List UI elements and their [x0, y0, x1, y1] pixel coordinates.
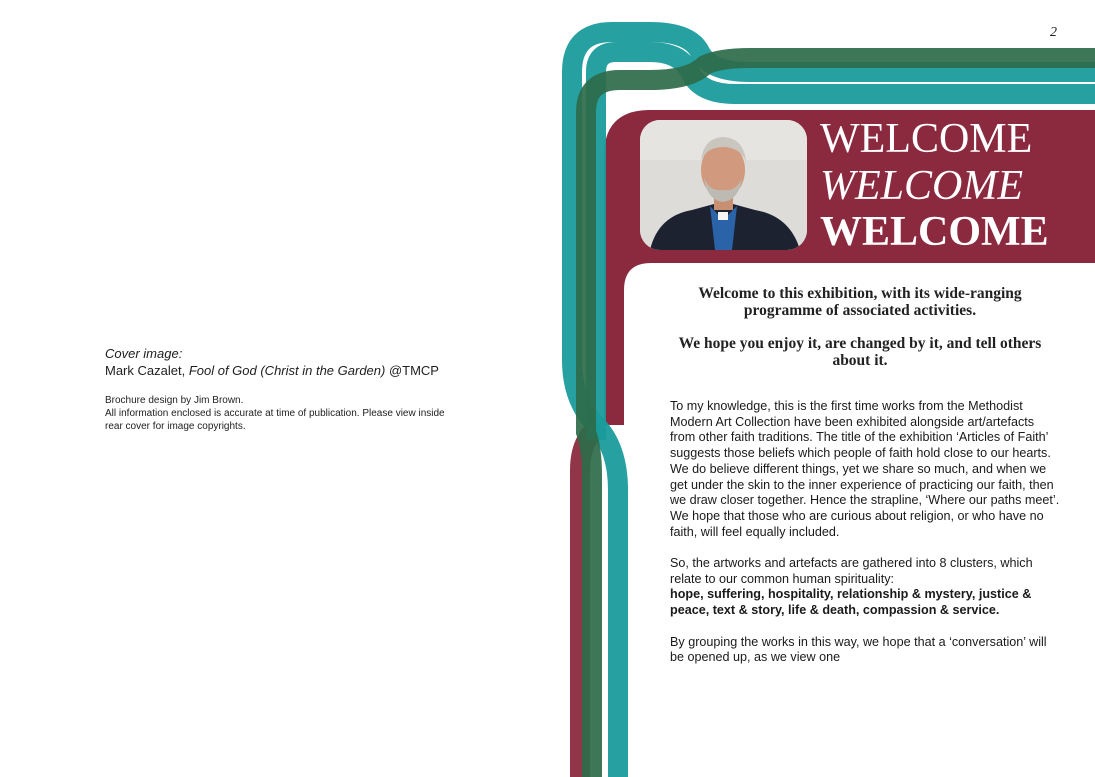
- body-paragraph: [670, 556, 1060, 619]
- cover-image-label: Cover image:: [105, 346, 183, 361]
- page-number: 2: [1050, 25, 1057, 40]
- welcome-heading-bold: WELCOME: [820, 209, 1049, 255]
- clusters-list: hope, suffering, hospitality, relationship & mystery, justice & peace, text & story, life & death, compassion & service.: [670, 587, 1032, 618]
- cover-artist: Mark Cazalet,: [105, 363, 189, 378]
- cover-credits: [105, 346, 455, 433]
- body-paragraph: To my knowledge, this is the first time works from the Methodist Modern Art Collection have been exhibited alongside art/artefacts from other faith traditions. The title of the exhibition ‘Articles of Faith’ suggests those beliefs which people of faith hold close to our hearts. We do believe different things, yet we share so much, and when we get under the skin to the inner experience of practicing our faith, then we draw closer together. Hence the strapline, ‘Where our paths meet’. We hope that those who are curious about religion, or who have no faith, will feel equally included.: [670, 399, 1060, 539]
- welcome-heading-italic: WELCOME: [820, 163, 1023, 209]
- cover-rights: @TMCP: [385, 363, 439, 378]
- intro-welcome: Welcome to this exhibition, with its wide-ranging programme of associated activities.: [698, 285, 1022, 319]
- cover-artwork-title: Fool of God (Christ in the Garden): [188, 363, 386, 378]
- design-credit: Brochure design by Jim Brown.: [105, 395, 244, 406]
- welcome-heading-regular: WELCOME: [820, 116, 1033, 162]
- cover-image-credit: [105, 362, 455, 379]
- author-portrait: [640, 120, 807, 250]
- welcome-body: [670, 399, 1060, 682]
- publication-note: All information enclosed is accurate at time of publication. Please view inside rear cover for image copyrights.: [105, 408, 445, 432]
- clusters-intro: So, the artworks and artefacts are gathered into 8 clusters, which relate to our common human spirituality:: [670, 556, 1033, 586]
- body-paragraph: By grouping the works in this way, we hope that a ‘conversation’ will be opened up, as we view one: [670, 634, 1047, 665]
- intro-hope: We hope you enjoy it, are changed by it, and tell others about it.: [678, 335, 1042, 369]
